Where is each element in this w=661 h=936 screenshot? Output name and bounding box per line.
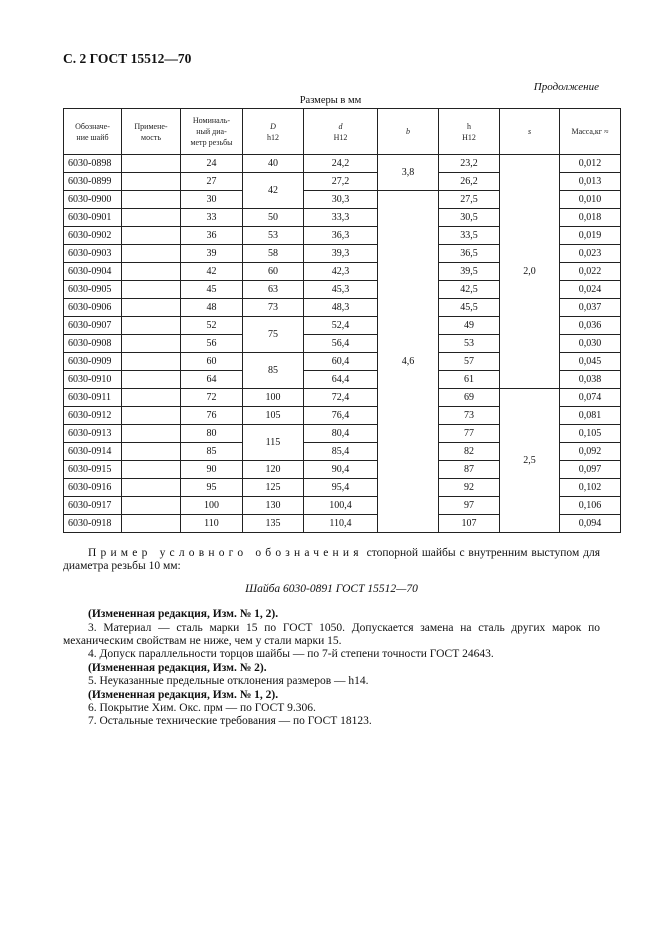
cell-d: 95,4 [304, 479, 378, 497]
cell-D: 105 [243, 407, 304, 425]
cell-h: 39,5 [439, 263, 500, 281]
cell-designation: 6030-0898 [64, 155, 122, 173]
amendment-note: (Измененная редакция, Изм. № 2). [88, 661, 267, 674]
cell-nominal-diameter: 110 [181, 515, 243, 533]
cell-application [122, 209, 181, 227]
cell-mass: 0,023 [560, 245, 621, 263]
col-header-application: Примене- мость [122, 109, 181, 155]
cell-d: 100,4 [304, 497, 378, 515]
cell-nominal-diameter: 76 [181, 407, 243, 425]
cell-designation: 6030-0904 [64, 263, 122, 281]
cell-nominal-diameter: 100 [181, 497, 243, 515]
cell-h: 45,5 [439, 299, 500, 317]
cell-mass: 0,105 [560, 425, 621, 443]
cell-nominal-diameter: 60 [181, 353, 243, 371]
table-header-row [64, 109, 621, 155]
cell-nominal-diameter: 30 [181, 191, 243, 209]
cell-application [122, 155, 181, 173]
cell-h: 36,5 [439, 245, 500, 263]
cell-d: 36,3 [304, 227, 378, 245]
cell-nominal-diameter: 90 [181, 461, 243, 479]
cell-mass: 0,022 [560, 263, 621, 281]
cell-mass: 0,024 [560, 281, 621, 299]
col-header-mass: Масса,кг ≈ [560, 109, 621, 155]
col-header-d: d H12 [304, 109, 378, 155]
cell-d: 27,2 [304, 173, 378, 191]
cell-nominal-diameter: 64 [181, 371, 243, 389]
cell-h: 87 [439, 461, 500, 479]
cell-mass: 0,038 [560, 371, 621, 389]
item-6: 6. Покрытие Хим. Окс. прм — по ГОСТ 9.306. [88, 702, 316, 715]
cell-designation: 6030-0899 [64, 173, 122, 191]
cell-mass: 0,106 [560, 497, 621, 515]
cell-s: 2,5 [500, 389, 560, 533]
cell-D: 100 [243, 389, 304, 407]
cell-b: 4,6 [378, 191, 439, 533]
cell-application [122, 425, 181, 443]
continuation-label: Продолжение [533, 81, 599, 93]
amendment-note: (Измененная редакция, Изм. № 1, 2). [88, 608, 279, 621]
cell-designation: 6030-0916 [64, 479, 122, 497]
cell-nominal-diameter: 36 [181, 227, 243, 245]
cell-h: 73 [439, 407, 500, 425]
cell-designation: 6030-0900 [64, 191, 122, 209]
cell-d: 72,4 [304, 389, 378, 407]
cell-designation: 6030-0903 [64, 245, 122, 263]
cell-h: 49 [439, 317, 500, 335]
cell-D: 40 [243, 155, 304, 173]
cell-mass: 0,102 [560, 479, 621, 497]
cell-D: 75 [243, 317, 304, 353]
cell-nominal-diameter: 27 [181, 173, 243, 191]
cell-d: 24,2 [304, 155, 378, 173]
item-3: 3. Материал — сталь марки 15 по ГОСТ 1050. Допускается замена на сталь других марок по механическим свойствам не ниже, чем у стали марки 15. [63, 621, 600, 648]
cell-mass: 0,045 [560, 353, 621, 371]
col-header-D: D h12 [243, 109, 304, 155]
cell-designation: 6030-0914 [64, 443, 122, 461]
cell-h: 33,5 [439, 227, 500, 245]
cell-nominal-diameter: 45 [181, 281, 243, 299]
cell-application [122, 497, 181, 515]
cell-mass: 0,094 [560, 515, 621, 533]
cell-nominal-diameter: 42 [181, 263, 243, 281]
cell-mass: 0,037 [560, 299, 621, 317]
cell-application [122, 407, 181, 425]
cell-designation: 6030-0901 [64, 209, 122, 227]
cell-D: 85 [243, 353, 304, 389]
cell-designation: 6030-0908 [64, 335, 122, 353]
cell-mass: 0,012 [560, 155, 621, 173]
cell-d: 64,4 [304, 371, 378, 389]
cell-application [122, 461, 181, 479]
page-header: С. 2 ГОСТ 15512—70 [63, 51, 192, 66]
cell-D: 125 [243, 479, 304, 497]
cell-nominal-diameter: 52 [181, 317, 243, 335]
cell-designation: 6030-0902 [64, 227, 122, 245]
cell-application [122, 281, 181, 299]
cell-nominal-diameter: 39 [181, 245, 243, 263]
requirements-text [63, 547, 600, 729]
cell-mass: 0,036 [560, 317, 621, 335]
cell-designation: 6030-0907 [64, 317, 122, 335]
cell-nominal-diameter: 24 [181, 155, 243, 173]
cell-s: 2,0 [500, 155, 560, 389]
cell-application [122, 263, 181, 281]
cell-D: 130 [243, 497, 304, 515]
example-designation: Шайба 6030-0891 ГОСТ 15512—70 [245, 582, 418, 595]
item-5: 5. Неуказанные предельные отклонения размеров — h14. [88, 675, 369, 688]
cell-nominal-diameter: 48 [181, 299, 243, 317]
table-row [64, 389, 621, 407]
cell-d: 48,3 [304, 299, 378, 317]
cell-mass: 0,030 [560, 335, 621, 353]
cell-D: 135 [243, 515, 304, 533]
cell-h: 69 [439, 389, 500, 407]
cell-h: 27,5 [439, 191, 500, 209]
cell-h: 53 [439, 335, 500, 353]
cell-application [122, 389, 181, 407]
units-label: Размеры в мм [299, 95, 362, 106]
cell-d: 90,4 [304, 461, 378, 479]
cell-D: 63 [243, 281, 304, 299]
cell-h: 97 [439, 497, 500, 515]
cell-h: 92 [439, 479, 500, 497]
cell-d: 30,3 [304, 191, 378, 209]
cell-h: 23,2 [439, 155, 500, 173]
cell-D: 73 [243, 299, 304, 317]
item-7: 7. Остальные технические требования — по ГОСТ 18123. [88, 715, 372, 728]
cell-designation: 6030-0913 [64, 425, 122, 443]
cell-mass: 0,081 [560, 407, 621, 425]
item-4: 4. Допуск параллельности торцов шайбы — по 7-й степени точности ГОСТ 24643. [88, 648, 494, 661]
example-intro: Пример условного обозначения стопорной шайбы с внутренним выступом для диаметра резьбы 10 мм: [63, 547, 600, 573]
cell-application [122, 371, 181, 389]
cell-designation: 6030-0917 [64, 497, 122, 515]
cell-D: 42 [243, 173, 304, 209]
cell-application [122, 317, 181, 335]
cell-application [122, 191, 181, 209]
cell-h: 57 [439, 353, 500, 371]
cell-application [122, 443, 181, 461]
cell-mass: 0,074 [560, 389, 621, 407]
cell-application [122, 353, 181, 371]
cell-nominal-diameter: 33 [181, 209, 243, 227]
cell-designation: 6030-0909 [64, 353, 122, 371]
cell-d: 80,4 [304, 425, 378, 443]
cell-d: 33,3 [304, 209, 378, 227]
washer-spec-table [63, 108, 621, 533]
col-header-nominal-diameter: Номиналь- ный диа- метр резьбы [181, 109, 243, 155]
cell-designation: 6030-0911 [64, 389, 122, 407]
cell-application [122, 245, 181, 263]
table-row [64, 155, 621, 173]
cell-application [122, 173, 181, 191]
cell-h: 107 [439, 515, 500, 533]
cell-designation: 6030-0906 [64, 299, 122, 317]
cell-d: 52,4 [304, 317, 378, 335]
cell-d: 45,3 [304, 281, 378, 299]
cell-h: 61 [439, 371, 500, 389]
cell-mass: 0,018 [560, 209, 621, 227]
cell-mass: 0,010 [560, 191, 621, 209]
cell-designation: 6030-0915 [64, 461, 122, 479]
cell-h: 30,5 [439, 209, 500, 227]
cell-h: 26,2 [439, 173, 500, 191]
cell-application [122, 479, 181, 497]
cell-D: 115 [243, 425, 304, 461]
cell-mass: 0,097 [560, 461, 621, 479]
cell-designation: 6030-0905 [64, 281, 122, 299]
cell-h: 42,5 [439, 281, 500, 299]
cell-designation: 6030-0910 [64, 371, 122, 389]
col-header-h: h H12 [439, 109, 500, 155]
cell-mass: 0,092 [560, 443, 621, 461]
cell-nominal-diameter: 56 [181, 335, 243, 353]
amendment-note: (Измененная редакция, Изм. № 1, 2). [88, 688, 279, 701]
cell-D: 53 [243, 227, 304, 245]
cell-d: 60,4 [304, 353, 378, 371]
col-header-s: s [500, 109, 560, 155]
cell-application [122, 227, 181, 245]
cell-D: 58 [243, 245, 304, 263]
cell-designation: 6030-0918 [64, 515, 122, 533]
cell-application [122, 515, 181, 533]
cell-b: 3,8 [378, 155, 439, 191]
cell-d: 76,4 [304, 407, 378, 425]
col-header-b: b [378, 109, 439, 155]
cell-application [122, 335, 181, 353]
cell-h: 82 [439, 443, 500, 461]
cell-h: 77 [439, 425, 500, 443]
cell-nominal-diameter: 72 [181, 389, 243, 407]
cell-mass: 0,019 [560, 227, 621, 245]
cell-nominal-diameter: 85 [181, 443, 243, 461]
cell-d: 56,4 [304, 335, 378, 353]
cell-D: 50 [243, 209, 304, 227]
cell-nominal-diameter: 80 [181, 425, 243, 443]
cell-D: 60 [243, 263, 304, 281]
cell-D: 120 [243, 461, 304, 479]
cell-d: 39,3 [304, 245, 378, 263]
cell-mass: 0,013 [560, 173, 621, 191]
cell-designation: 6030-0912 [64, 407, 122, 425]
cell-d: 42,3 [304, 263, 378, 281]
cell-d: 110,4 [304, 515, 378, 533]
cell-d: 85,4 [304, 443, 378, 461]
col-header-designation: Обозначе- ние шайб [64, 109, 122, 155]
cell-nominal-diameter: 95 [181, 479, 243, 497]
cell-application [122, 299, 181, 317]
